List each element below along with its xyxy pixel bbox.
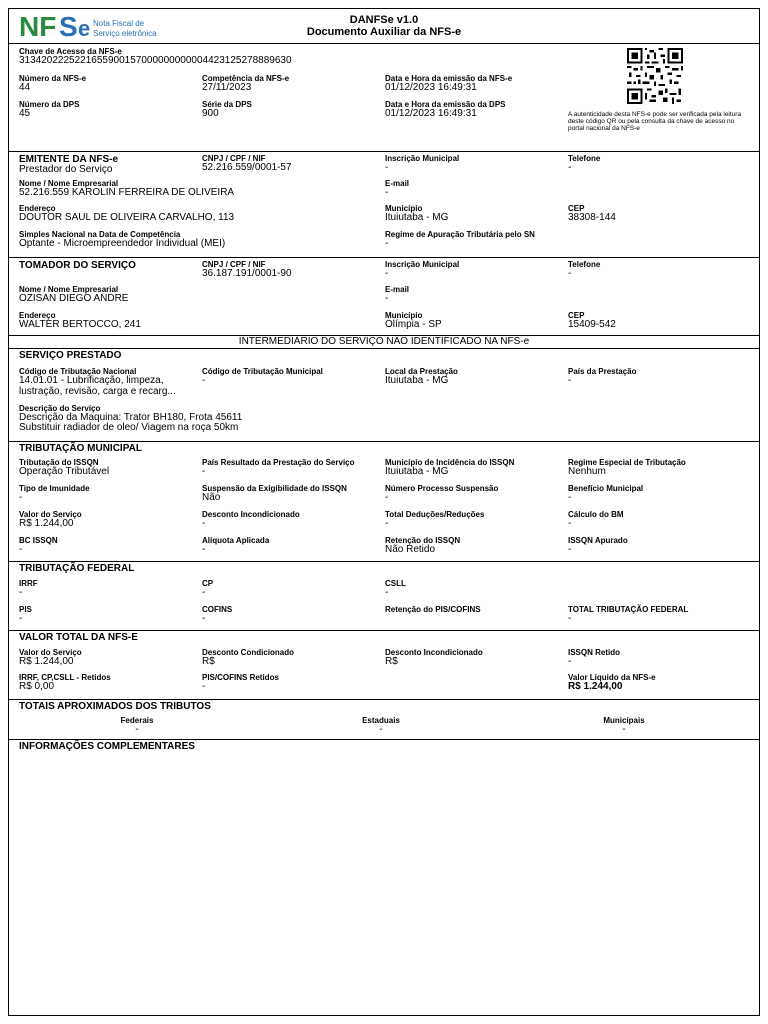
- nfse-emission-label: Data e Hora da emissão da NFS-e: [385, 74, 513, 83]
- service-national-code-line2: lustração, revisão, carga e recarg...: [19, 386, 176, 397]
- irrf: [19, 580, 38, 598]
- net-value-label: Valor Líquido da NFS-e: [568, 673, 656, 682]
- service-country-value: -: [568, 375, 572, 386]
- customer-title-block: [19, 261, 136, 271]
- immunity-type-value: -: [19, 492, 23, 503]
- applied-rate-value: -: [202, 544, 206, 555]
- issuer-cnpj: [202, 155, 292, 173]
- issuer-city: [385, 205, 448, 223]
- document-title: [209, 14, 559, 38]
- service-amount-label: Valor do Serviço: [19, 510, 82, 519]
- intermediary-banner: INTERMEDIÁRIO DO SERVIÇO NÃO IDENTIFICADO NA NFS-e: [9, 335, 759, 349]
- qr-code-icon: [627, 48, 683, 104]
- customer-name-label: Nome / Nome Empresarial: [19, 285, 119, 294]
- svg-text:Nota Fiscal de: Nota Fiscal de: [93, 19, 145, 28]
- issqn-retention: [385, 537, 460, 555]
- service-description-line2: Substituir radiador de oleo/ Viagem na roça 50km: [19, 422, 239, 433]
- svg-text:S: S: [59, 12, 78, 40]
- federal-total-label: TOTAL TRIBUTAÇÃO FEDERAL: [568, 605, 689, 614]
- irrf-label: IRRF: [19, 579, 38, 588]
- svg-text:e: e: [78, 16, 91, 40]
- cp-label: CP: [202, 579, 214, 588]
- document-header: [9, 9, 759, 44]
- service-description-line1: Descrição da Maquina: Trator BH180, Frota 45611: [19, 412, 243, 423]
- csll-value: -: [385, 587, 389, 598]
- customer-im-label: Inscrição Municipal: [385, 260, 460, 269]
- service-location-label: Local da Prestação: [385, 367, 458, 376]
- approx-state: [341, 717, 421, 735]
- customer-phone-value: -: [568, 268, 572, 279]
- danfse-document: [8, 8, 760, 1016]
- title-line-2: Documento Auxiliar da NFS-e: [306, 26, 462, 38]
- municipal-tax-title: TRIBUTAÇÃO MUNICIPAL: [19, 443, 142, 454]
- issqn-suspension-value: Não: [202, 492, 221, 503]
- unconditional-discount-label: Desconto Incondicionado: [202, 510, 300, 519]
- nfse-emission: [385, 75, 512, 93]
- csll: [385, 580, 406, 598]
- total-value-section: [9, 631, 759, 700]
- nfse-number-value: 44: [19, 82, 31, 93]
- customer-city-label: Município: [385, 311, 423, 320]
- issuer-subtitle: Prestador do Serviço: [19, 164, 113, 175]
- cp-value: -: [202, 587, 206, 598]
- pis-cofins-withheld: [202, 674, 279, 692]
- service-amount: [19, 511, 82, 529]
- issuer-cnpj-label: CNPJ / CPF / NIF: [202, 154, 266, 163]
- dps-series: [202, 101, 252, 119]
- result-country: [202, 459, 355, 477]
- issqn-withheld: [568, 649, 620, 667]
- pis-cofins-retention: [385, 606, 481, 614]
- total-deductions-value: -: [385, 518, 389, 529]
- customer-email: [385, 286, 409, 304]
- issuer-simples-value: Optante - Microempreendedor Individual (MEI): [19, 238, 226, 249]
- customer-address-value: WALTER BERTOCCO, 241: [19, 319, 141, 330]
- issqn-suspension-label: Suspensão da Exigibilidade do ISSQN: [202, 484, 347, 493]
- issuer-cep: [568, 205, 616, 223]
- service-amount-value: R$ 1.244,00: [19, 518, 74, 529]
- customer-cnpj: [202, 261, 292, 279]
- issuer-email-value: -: [385, 187, 389, 198]
- dps-number: [19, 101, 79, 119]
- issuer-im-value: -: [385, 162, 389, 173]
- approx-municipal-value: -: [622, 724, 626, 735]
- issqn-retention-value: Não Retido: [385, 544, 436, 555]
- cofins-label: COFINS: [202, 605, 233, 614]
- approx-taxes-title: TOTAIS APROXIMADOS DOS TRIBUTOS: [19, 701, 211, 712]
- service-national-code-line1: 14.01.01 - Lubrificação, limpeza,: [19, 375, 164, 386]
- customer-city: [385, 312, 442, 330]
- issuer-email-label: E-mail: [385, 179, 410, 188]
- suspension-process-value: -: [385, 492, 389, 503]
- special-regime-value: Nenhum: [568, 466, 606, 477]
- issuer-city-label: Município: [385, 204, 423, 213]
- nfse-logo: [19, 12, 179, 40]
- federal-tax-title-block: [19, 564, 134, 574]
- incidence-city-label: Município de Incidência do ISSQN: [385, 458, 515, 467]
- customer-section: [9, 258, 759, 335]
- net-value: [568, 674, 656, 692]
- service-location-value: Ituiutaba - MG: [385, 375, 449, 386]
- incidence-city: [385, 459, 514, 477]
- cp: [202, 580, 213, 598]
- incidence-city-value: Ituiutaba - MG: [385, 466, 449, 477]
- issuer-name-value: 52.216.559 KAROLIN FERREIRA DE OLIVEIRA: [19, 187, 235, 198]
- bc-issqn-value: -: [19, 544, 23, 555]
- total-unconditional-discount-value: R$: [385, 656, 398, 667]
- nfse-number: [19, 75, 86, 93]
- conditional-discount: [202, 649, 294, 667]
- irrf-cp-csll-withheld-value: R$ 0,00: [19, 681, 55, 692]
- service-section: [9, 349, 759, 442]
- municipal-benefit-value: -: [568, 492, 572, 503]
- pis-label: PIS: [19, 605, 32, 614]
- bc-issqn-label: BC ISSQN: [19, 536, 58, 545]
- dps-emission: [385, 101, 506, 119]
- issuer-simples-label: Simples Nacional na Data de Competência: [19, 230, 181, 239]
- issuer-phone-label: Telefone: [568, 154, 601, 163]
- bm-calculation-label: Cálculo do BM: [568, 510, 624, 519]
- pis-cofins-withheld-value: -: [202, 681, 206, 692]
- issuer-cep-label: CEP: [568, 204, 585, 213]
- total-service-amount: [19, 649, 82, 667]
- approx-federal: [97, 717, 177, 735]
- unconditional-discount-value: -: [202, 518, 206, 529]
- issqn-suspension: [202, 485, 347, 503]
- issuer-im-label: Inscrição Municipal: [385, 154, 460, 163]
- service-location: [385, 368, 458, 386]
- total-value-title-block: [19, 633, 138, 643]
- csll-label: CSLL: [385, 579, 406, 588]
- issuer-cep-value: 38308-144: [568, 212, 616, 223]
- issqn-withheld-value: -: [568, 656, 572, 667]
- additional-info-title: INFORMAÇÕES COMPLEMENTARES: [19, 741, 195, 752]
- total-deductions: [385, 511, 484, 529]
- federal-total: [568, 606, 688, 624]
- issuer-phone-value: -: [568, 162, 572, 173]
- additional-info-section: [9, 740, 759, 760]
- access-key: [19, 48, 292, 66]
- issqn-withheld-label: ISSQN Retido: [568, 648, 621, 657]
- municipal-tax-title-block: [19, 444, 142, 454]
- conditional-discount-label: Desconto Condicionado: [202, 648, 294, 657]
- municipal-benefit-label: Benefício Municipal: [568, 484, 644, 493]
- issuer-cnpj-value: 52.216.559/0001-57: [202, 162, 292, 173]
- customer-phone: [568, 261, 600, 279]
- dps-number-value: 45: [19, 108, 31, 119]
- bm-calculation: [568, 511, 624, 529]
- customer-cep-value: 15409-542: [568, 319, 616, 330]
- customer-name: [19, 286, 128, 304]
- total-value-title: VALOR TOTAL DA NFS-E: [19, 632, 138, 643]
- issuer-city-value: Ituiutaba - MG: [385, 212, 449, 223]
- dps-number-label: Número da DPS: [19, 100, 80, 109]
- service-municipal-code-value: -: [202, 375, 206, 386]
- service-national-code: [19, 368, 176, 397]
- service-title: SERVIÇO PRESTADO: [19, 350, 122, 361]
- customer-email-value: -: [385, 293, 389, 304]
- total-unconditional-discount-label: Desconto Incondicionado: [385, 648, 483, 657]
- total-deductions-label: Total Deduções/Reduções: [385, 510, 485, 519]
- service-description-label: Descrição do Serviço: [19, 404, 101, 413]
- title-line-1: DANFSe v1.0: [349, 14, 419, 26]
- dps-emission-label: Data e Hora da emissão da DPS: [385, 100, 506, 109]
- competence: [202, 75, 289, 93]
- customer-address: [19, 312, 141, 330]
- customer-im: [385, 261, 459, 279]
- nfse-emission-value: 01/12/2023 16:49:31: [385, 82, 477, 93]
- issuer-address-value: DOUTOR SAUL DE OLIVEIRA CARVALHO, 113: [19, 212, 235, 223]
- competence-value: 27/11/2023: [202, 82, 252, 93]
- issuer-email: [385, 180, 409, 198]
- approx-state-value: -: [379, 724, 383, 735]
- irrf-cp-csll-withheld-label: IRRF, CP,CSLL - Retidos: [19, 673, 111, 682]
- svg-text:Serviço eletrônica: Serviço eletrônica: [93, 29, 157, 38]
- issuer-simples: [19, 231, 225, 249]
- identification-section: [9, 44, 759, 152]
- issqn-calculated-value: -: [568, 544, 572, 555]
- issuer-section: [9, 152, 759, 258]
- service-country: [568, 368, 636, 386]
- issuer-regime-label: Regime de Apuração Tributária pelo SN: [385, 230, 535, 239]
- issuer-regime: [385, 231, 535, 249]
- irrf-cp-csll-withheld: [19, 674, 111, 692]
- result-country-label: País Resultado da Prestação do Serviço: [202, 458, 355, 467]
- customer-email-label: E-mail: [385, 285, 410, 294]
- customer-city-value: Olímpia - SP: [385, 319, 442, 330]
- customer-im-value: -: [385, 268, 389, 279]
- pis-value: -: [19, 613, 23, 624]
- issuer-title: EMITENTE DA NFS-e: [19, 154, 119, 165]
- suspension-process: [385, 485, 498, 503]
- issuer-address: [19, 205, 234, 223]
- approx-federal-label: Federais: [120, 716, 154, 725]
- customer-cep-label: CEP: [568, 311, 585, 320]
- service-municipal-code: [202, 368, 323, 386]
- approx-taxes-title-block: [19, 702, 211, 712]
- pis-cofins-withheld-label: PIS/COFINS Retidos: [202, 673, 279, 682]
- service-country-label: País da Prestação: [568, 367, 637, 376]
- service-description: [19, 405, 242, 433]
- irrf-value: -: [19, 587, 23, 598]
- approx-municipal: [584, 717, 664, 735]
- pis-cofins-retention-label: Retenção do PIS/COFINS: [385, 605, 481, 614]
- total-service-amount-value: R$ 1.244,00: [19, 656, 74, 667]
- issuer-address-label: Endereço: [19, 204, 56, 213]
- dps-emission-value: 01/12/2023 16:49:31: [385, 108, 477, 119]
- issqn-retention-label: Retenção do ISSQN: [385, 536, 461, 545]
- cofins: [202, 606, 232, 624]
- issuer-title-block: [19, 155, 118, 175]
- dps-series-value: 900: [202, 108, 219, 119]
- approx-federal-value: -: [135, 724, 139, 735]
- special-regime-label: Regime Especial de Tributação: [568, 458, 686, 467]
- approx-state-label: Estaduais: [362, 716, 400, 725]
- qr-authenticity-note: A autenticidade desta NFS-e pode ser verificada pela leitura deste código QR ou pela consulta da chave de acesso no portal nacional da NFS-e: [568, 111, 742, 132]
- service-title-block: [19, 351, 121, 361]
- access-key-value: 3134202225221655900157000000000004423125278889630: [19, 55, 292, 66]
- conditional-discount-value: R$: [202, 656, 215, 667]
- immunity-type-label: Tipo de Imunidade: [19, 484, 90, 493]
- service-municipal-code-label: Código de Tributação Municipal: [202, 367, 323, 376]
- issqn-taxation-value: Operação Tributável: [19, 466, 110, 477]
- total-unconditional-discount: [385, 649, 483, 667]
- federal-tax-section: [9, 562, 759, 631]
- nfse-number-label: Número da NFS-e: [19, 74, 87, 83]
- applied-rate-label: Alíquota Aplicada: [202, 536, 270, 545]
- cofins-value: -: [202, 613, 206, 624]
- customer-cnpj-label: CNPJ / CPF / NIF: [202, 260, 266, 269]
- unconditional-discount: [202, 511, 300, 529]
- municipal-tax-section: [9, 442, 759, 562]
- issuer-name: [19, 180, 234, 198]
- customer-phone-label: Telefone: [568, 260, 601, 269]
- federal-total-value: -: [568, 613, 572, 624]
- bc-issqn: [19, 537, 58, 555]
- issqn-calculated-label: ISSQN Apurado: [568, 536, 628, 545]
- municipal-benefit: [568, 485, 643, 503]
- approx-municipal-label: Municipais: [603, 716, 645, 725]
- bm-calculation-value: -: [568, 518, 572, 529]
- access-key-label: Chave de Acesso da NFS-e: [19, 47, 122, 56]
- issuer-phone: [568, 155, 600, 173]
- immunity-type: [19, 485, 90, 503]
- pis: [19, 606, 32, 624]
- customer-name-value: OZISAN DIEGO ANDRE: [19, 293, 129, 304]
- customer-title: TOMADOR DO SERVIÇO: [19, 260, 136, 271]
- net-value-value: R$ 1.244,00: [568, 681, 623, 692]
- applied-rate: [202, 537, 269, 555]
- issqn-taxation: [19, 459, 109, 477]
- issuer-name-label: Nome / Nome Empresarial: [19, 179, 119, 188]
- customer-cnpj-value: 36.187.191/0001-90: [202, 268, 292, 279]
- issqn-taxation-label: Tributação do ISSQN: [19, 458, 99, 467]
- result-country-value: -: [202, 466, 206, 477]
- customer-cep: [568, 312, 616, 330]
- suspension-process-label: Número Processo Suspensão: [385, 484, 499, 493]
- service-national-code-label: Código de Tributação Nacional: [19, 367, 137, 376]
- competence-label: Competência da NFS-e: [202, 74, 290, 83]
- dps-series-label: Série da DPS: [202, 100, 252, 109]
- additional-info-title-block: [19, 742, 195, 752]
- svg-text:NF: NF: [19, 12, 57, 40]
- special-regime: [568, 459, 686, 477]
- issuer-regime-value: -: [385, 238, 389, 249]
- issuer-im: [385, 155, 459, 173]
- approx-taxes-section: [9, 700, 759, 740]
- total-service-amount-label: Valor do Serviço: [19, 648, 82, 657]
- issqn-calculated: [568, 537, 628, 555]
- federal-tax-title: TRIBUTAÇÃO FEDERAL: [19, 563, 135, 574]
- customer-address-label: Endereço: [19, 311, 56, 320]
